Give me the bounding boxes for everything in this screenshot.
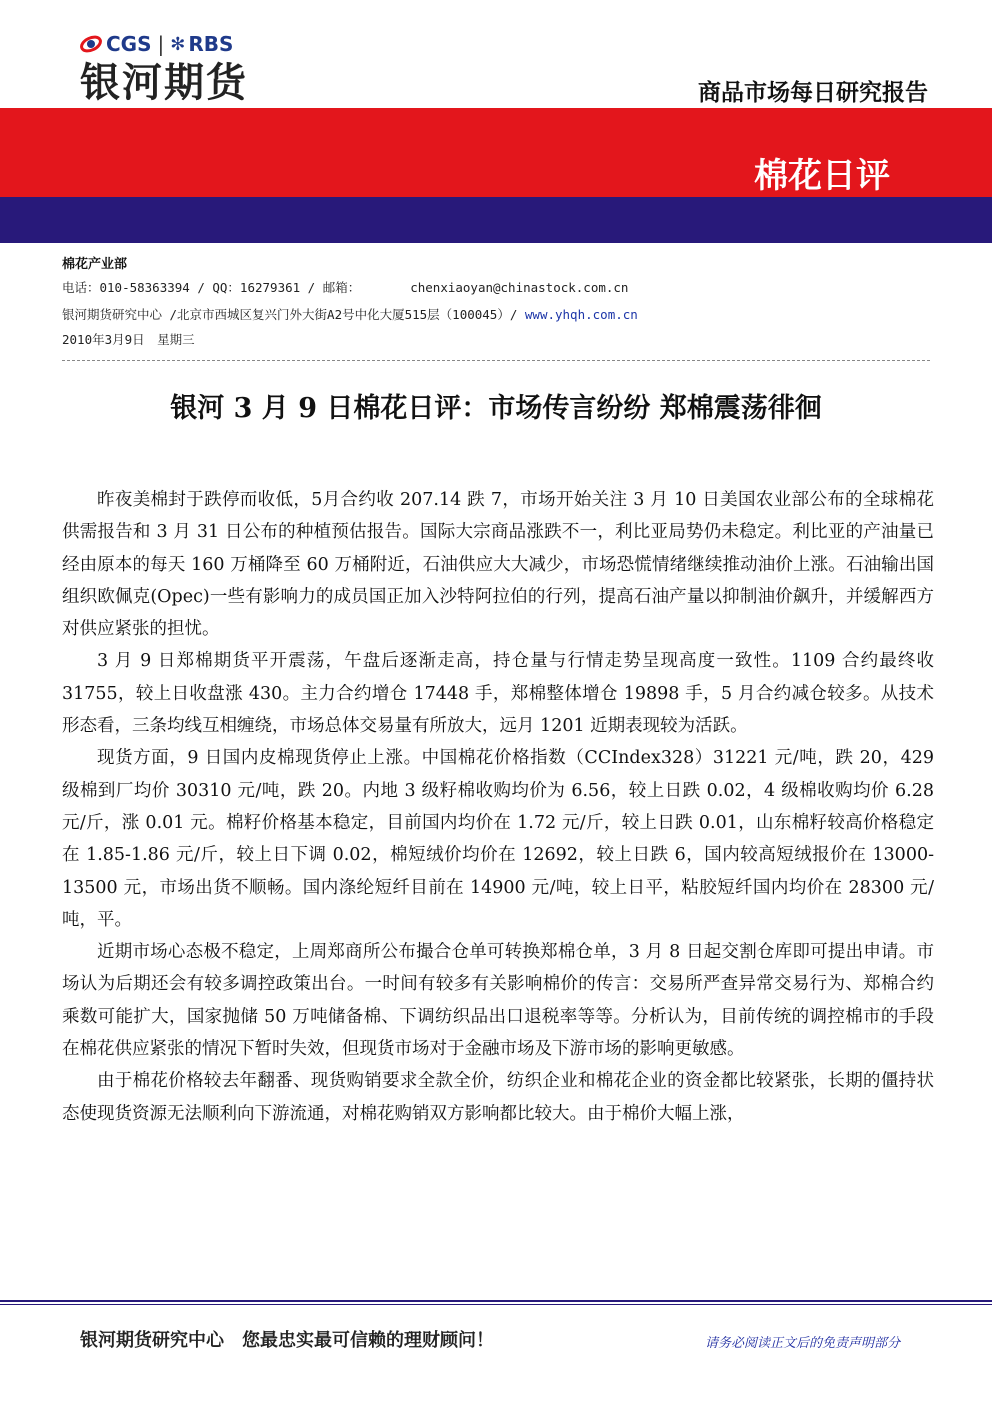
- logo-chinese-name: 银河期货: [80, 60, 248, 106]
- header-blue-band: [0, 197, 992, 243]
- footer-divider: [0, 1300, 992, 1302]
- article-title: 银河 3 月 9 日棉花日评：市场传言纷纷 郑棉震荡徘徊: [170, 393, 822, 424]
- logo-mark: [80, 30, 280, 58]
- cgs-swirl-icon: [80, 33, 102, 55]
- paragraph: 近期市场心态极不稳定，上周郑商所公布撮合仓单可转换郑棉仓单，3 月 8 日起交割仓库即可提出申请。市场认为后期还会有较多调控政策出台。一时间有较多有关影响棉价的传言：交易所严查异常交易行为、郑棉合约乘数可能扩大，国家抛储 50 万吨储备棉、下调纺织品出口退税率等等。分析认为，目前传统的调控棉市的手段在棉花供应紧张的情况下暂时失效，但现货市场对于金融市场及下游市场的影响更敏感。: [62, 942, 934, 1060]
- logo-cgs-text: CGS: [106, 32, 152, 56]
- article-body: [62, 484, 934, 1130]
- phone-line: [62, 278, 628, 296]
- address-line: [62, 305, 638, 323]
- logo-rbs-text: RBS: [188, 32, 234, 56]
- email-text: chenxiaoyan@chinastock.com.cn: [410, 280, 629, 295]
- company-logo: [80, 30, 280, 110]
- paragraph: 由于棉花价格较去年翻番、现货购销要求全款全价，纺织企业和棉花企业的资金都比较紧张，长期的僵持状态使现货资源无法顺利向下游流通，对棉花购销双方影响都比较大。由于棉价大幅上涨，: [62, 1071, 934, 1124]
- footer-disclaimer-note: 请务必阅读正文后的免责声明部分: [704, 1336, 900, 1351]
- header-divider: [62, 360, 930, 361]
- paragraph: 昨夜美棉封于跌停而收低，5月合约收 207.14 跌 7，市场开始关注 3 月 10 日美国农业部公布的全球棉花供需报告和 3 月 31 日公布的种植预估报告。国际大宗商品涨跌不一，利比亚局势仍未稳定。利比亚的产油量已经由原本的每天 160 万桶降至 60 万桶附近，石油供应大大减少，市场恐慌情绪继续推动油价上涨。石油输出国组织欧佩克(Opec)一些有影响力的成员国正加入沙特阿拉伯的行列，提高石油产量以抑制油价飙升，并缓解西方对供应紧张的担忧。: [62, 490, 934, 640]
- department-name: 棉花产业部: [62, 257, 128, 272]
- report-date: 2010年3月9日 星期三: [62, 332, 195, 347]
- phone-text: 电话：010-58363394 / QQ：16279361 / 邮箱：: [62, 280, 361, 295]
- paragraph: 现货方面，9 日国内皮棉现货停止上涨。中国棉花价格指数（CCIndex328）31221 元/吨，跌 20，429 级棉到厂均价 30310 元/吨，跌 20。内地 3 级籽棉收购均价为 6.56，较上日跌 0.02，4 级棉收购均价 6.28 元/斤，涨 0.01 元。棉籽价格基本稳定，目前国内均价在 1.72 元/斤，较上日跌 0.01，山东棉籽较高价格稳定在 1.85-1.86 元/斤，较上日下调 0.02，棉短绒价均价在 12692，较上日跌 6，国内较高短绒报价在 13000-13500 元，市场出货不顺畅。国内涤纶短纤目前在 14900 元/吨，较上日平，粘胶短纤国内均价在 28300 元/吨，平。: [62, 748, 934, 930]
- website-link[interactable]: www.yhqh.com.cn: [524, 307, 638, 322]
- logo-separator: |: [157, 32, 165, 56]
- report-type-title: 商品市场每日研究报告: [698, 80, 928, 106]
- address-text: 银河期货研究中心 /北京市西城区复兴门外大街A2号中化大厦515层（100045）/: [62, 307, 518, 322]
- report-category-title: 棉花日评: [754, 156, 890, 196]
- footer-slogan: 银河期货研究中心 您最忠实最可信赖的理财顾问！: [80, 1330, 494, 1351]
- rbs-mark-icon: ✻: [170, 33, 186, 55]
- paragraph: 3 月 9 日郑棉期货平开震荡，午盘后逐渐走高，持仓量与行情走势呈现高度一致性。1109 合约最终收 31755，较上日收盘涨 430。主力合约增仓 17448 手，郑棉整体增仓 19898 手，5 月合约减仓较多。从技术形态看，三条均线互相缠绕，市场总体交易量有所放大，远月 1201 近期表现较为活跃。: [62, 651, 934, 737]
- footer-divider-thin: [0, 1304, 992, 1305]
